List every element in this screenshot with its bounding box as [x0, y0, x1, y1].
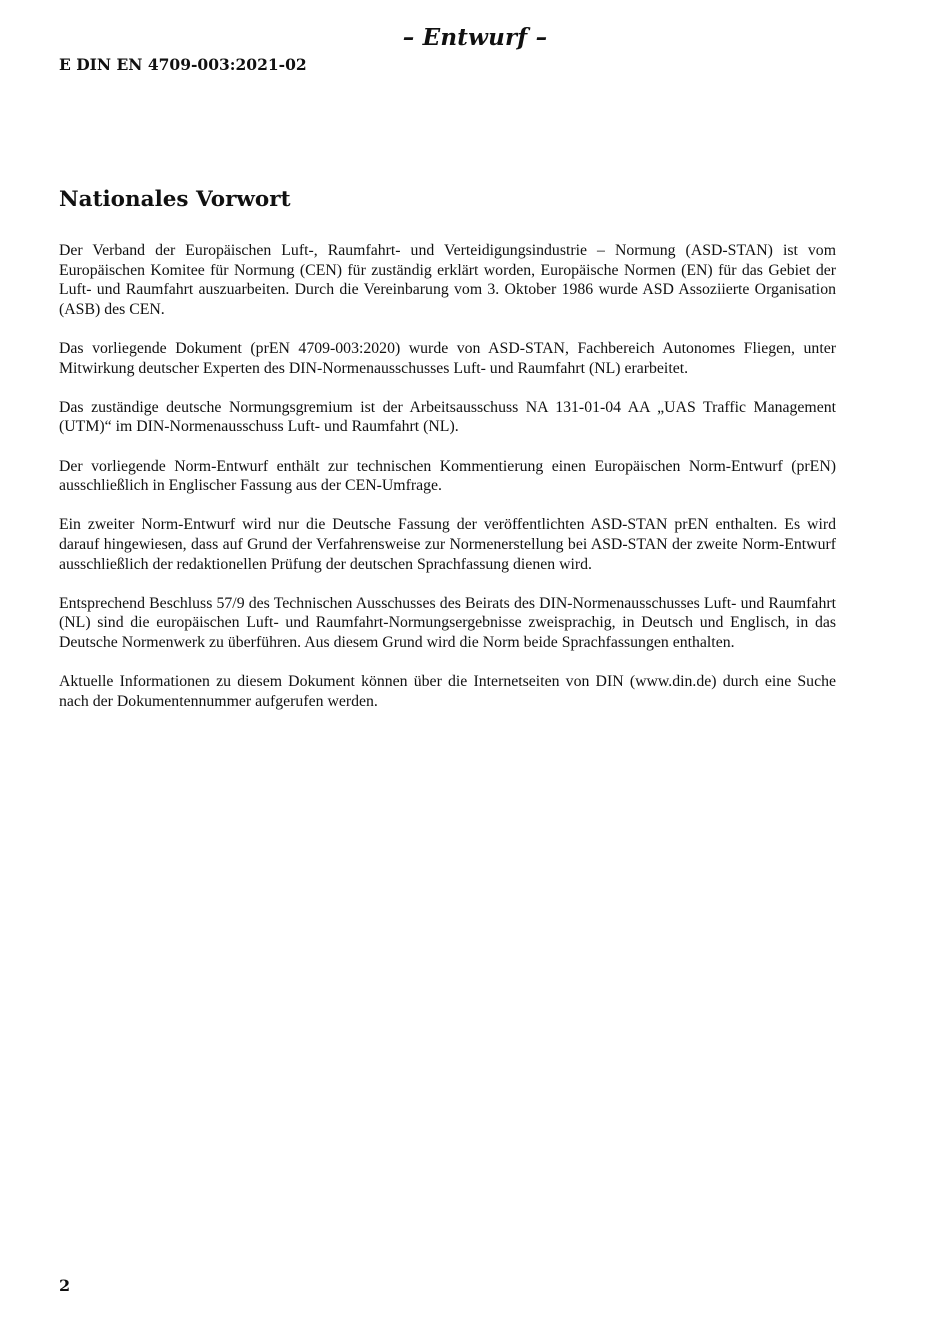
document-id: E DIN EN 4709-003:2021-02 [59, 55, 307, 74]
paragraph-resolution: Entsprechend Beschluss 57/9 des Technischen Ausschusses des Beirats des DIN-Normenausschusses Luft- und Raumfahrt (NL) sind die europäischen Luft- und Raumfahrt-Normungsergebnisse zweisprachig, in Deutsch und Englisch, in das Deutsche Normenwerk zu überführen. Aus diesem Grund wird die Norm beide Sprachfassungen enthalten. [59, 594, 836, 651]
draft-watermark: – Entwurf – [402, 24, 548, 51]
page-number: 2 [59, 1276, 71, 1295]
paragraph-asd-stan: Der Verband der Europäischen Luft-, Raumfahrt- und Verteidigungsindustrie – Normung (ASD-STAN) ist vom Europäischen Komitee für Normung (CEN) für zuständig erklärt worden, Europäische Normen (EN) für das Gebiet der Luft- und Raumfahrt auszuarbeiten. Durch die Vereinbarung vom 3. Oktober 1986 wurde ASD Assoziierte Organisation (ASB) des CEN. [59, 242, 836, 318]
paragraph-second-draft: Ein zweiter Norm-Entwurf wird nur die Deutsche Fassung der veröffentlichten ASD-STAN prEN enthalten. Es wird darauf hingewiesen, dass auf Grund der Verfahrensweise zur Normenerstellung bei ASD-STAN der zweite Norm-Entwurf ausschließlich der redaktionellen Prüfung der deutschen Sprachfassung dienen wird. [59, 516, 836, 573]
paragraph-current-info: Aktuelle Informationen zu diesem Dokument können über die Internetseiten von DIN (www.din.de) durch eine Suche nach der Dokumentennummer aufgerufen werden. [59, 673, 836, 710]
paragraph-committee: Das zuständige deutsche Normungsgremium ist der Arbeitsausschuss NA 131-01-04 AA „UAS Traffic Management (UTM)“ im DIN-Normenausschuss Luft- und Raumfahrt (NL). [59, 398, 836, 436]
paragraph-document-origin: Das vorliegende Dokument (prEN 4709-003:2020) wurde von ASD-STAN, Fachbereich Autonomes Fliegen, unter Mitwirkung deutscher Experten des DIN-Normenausschusses Luft- und Raumfahrt (NL) erarbeitet. [59, 339, 836, 377]
section-body [59, 241, 836, 731]
section-title: Nationales Vorwort [59, 187, 291, 212]
paragraph-draft-content: Der vorliegende Norm-Entwurf enthält zur technischen Kommentierung einen Europäischen Norm-Entwurf (prEN) ausschließlich in Englischer Fassung aus der CEN-Umfrage. [59, 457, 836, 495]
